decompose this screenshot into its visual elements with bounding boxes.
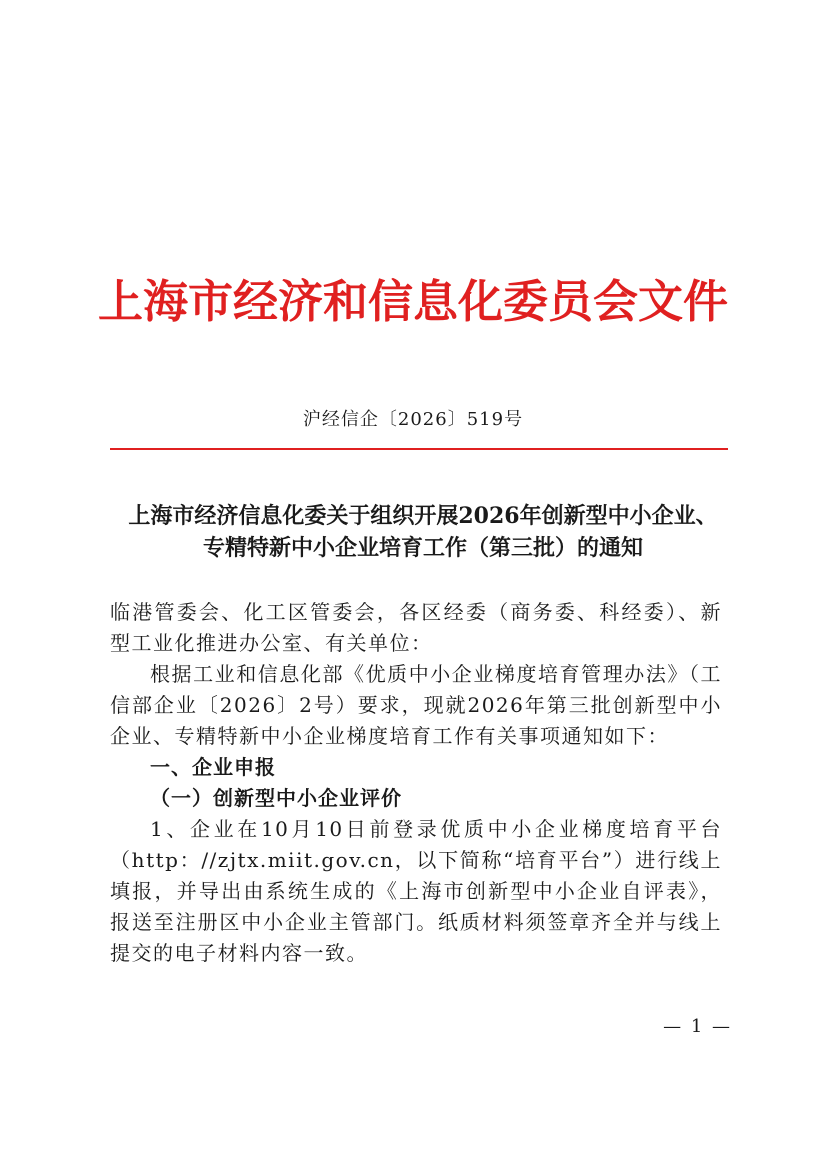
subsection-heading: （一）创新型中小企业评价	[150, 786, 402, 810]
notice-title	[90, 500, 756, 564]
red-separator-line	[110, 448, 728, 450]
intro-paragraph: 根据工业和信息化部《优质中小企业梯度培育管理办法》（工信部企业〔2026〕2号）要求，现就2026年第三批创新型中小企业、专精特新中小企业梯度培育工作有关事项通知如下：	[110, 662, 722, 748]
notice-body	[110, 597, 722, 969]
item-paragraph: 1、企业在10月10日前登录优质中小企业梯度培育平台（http：//zjtx.miit.gov.cn，以下简称“培育平台”）进行线上填报，并导出由系统生成的《上海市创新型中小企业自评表》，报送至注册区中小企业主管部门。纸质材料须签章齐全并与线上提交的电子材料内容一致。	[110, 817, 722, 965]
section-heading: 一、企业申报	[150, 755, 276, 779]
document-number: 沪经信企〔2026〕519号	[302, 409, 524, 430]
issuer-header: 上海市经济和信息化委员会文件	[97, 275, 728, 328]
page-number: — 1 —	[663, 1016, 732, 1037]
notice-title-line-2: 专精特新中小企业培育工作（第三批）的通知	[202, 535, 643, 561]
addressees: 临港管委会、化工区管委会，各区经委（商务委、科经委）、新型工业化推进办公室、有关单位：	[110, 600, 722, 655]
notice-title-line-1: 上海市经济信息化委关于组织开展2026年创新型中小企业、	[128, 503, 718, 529]
